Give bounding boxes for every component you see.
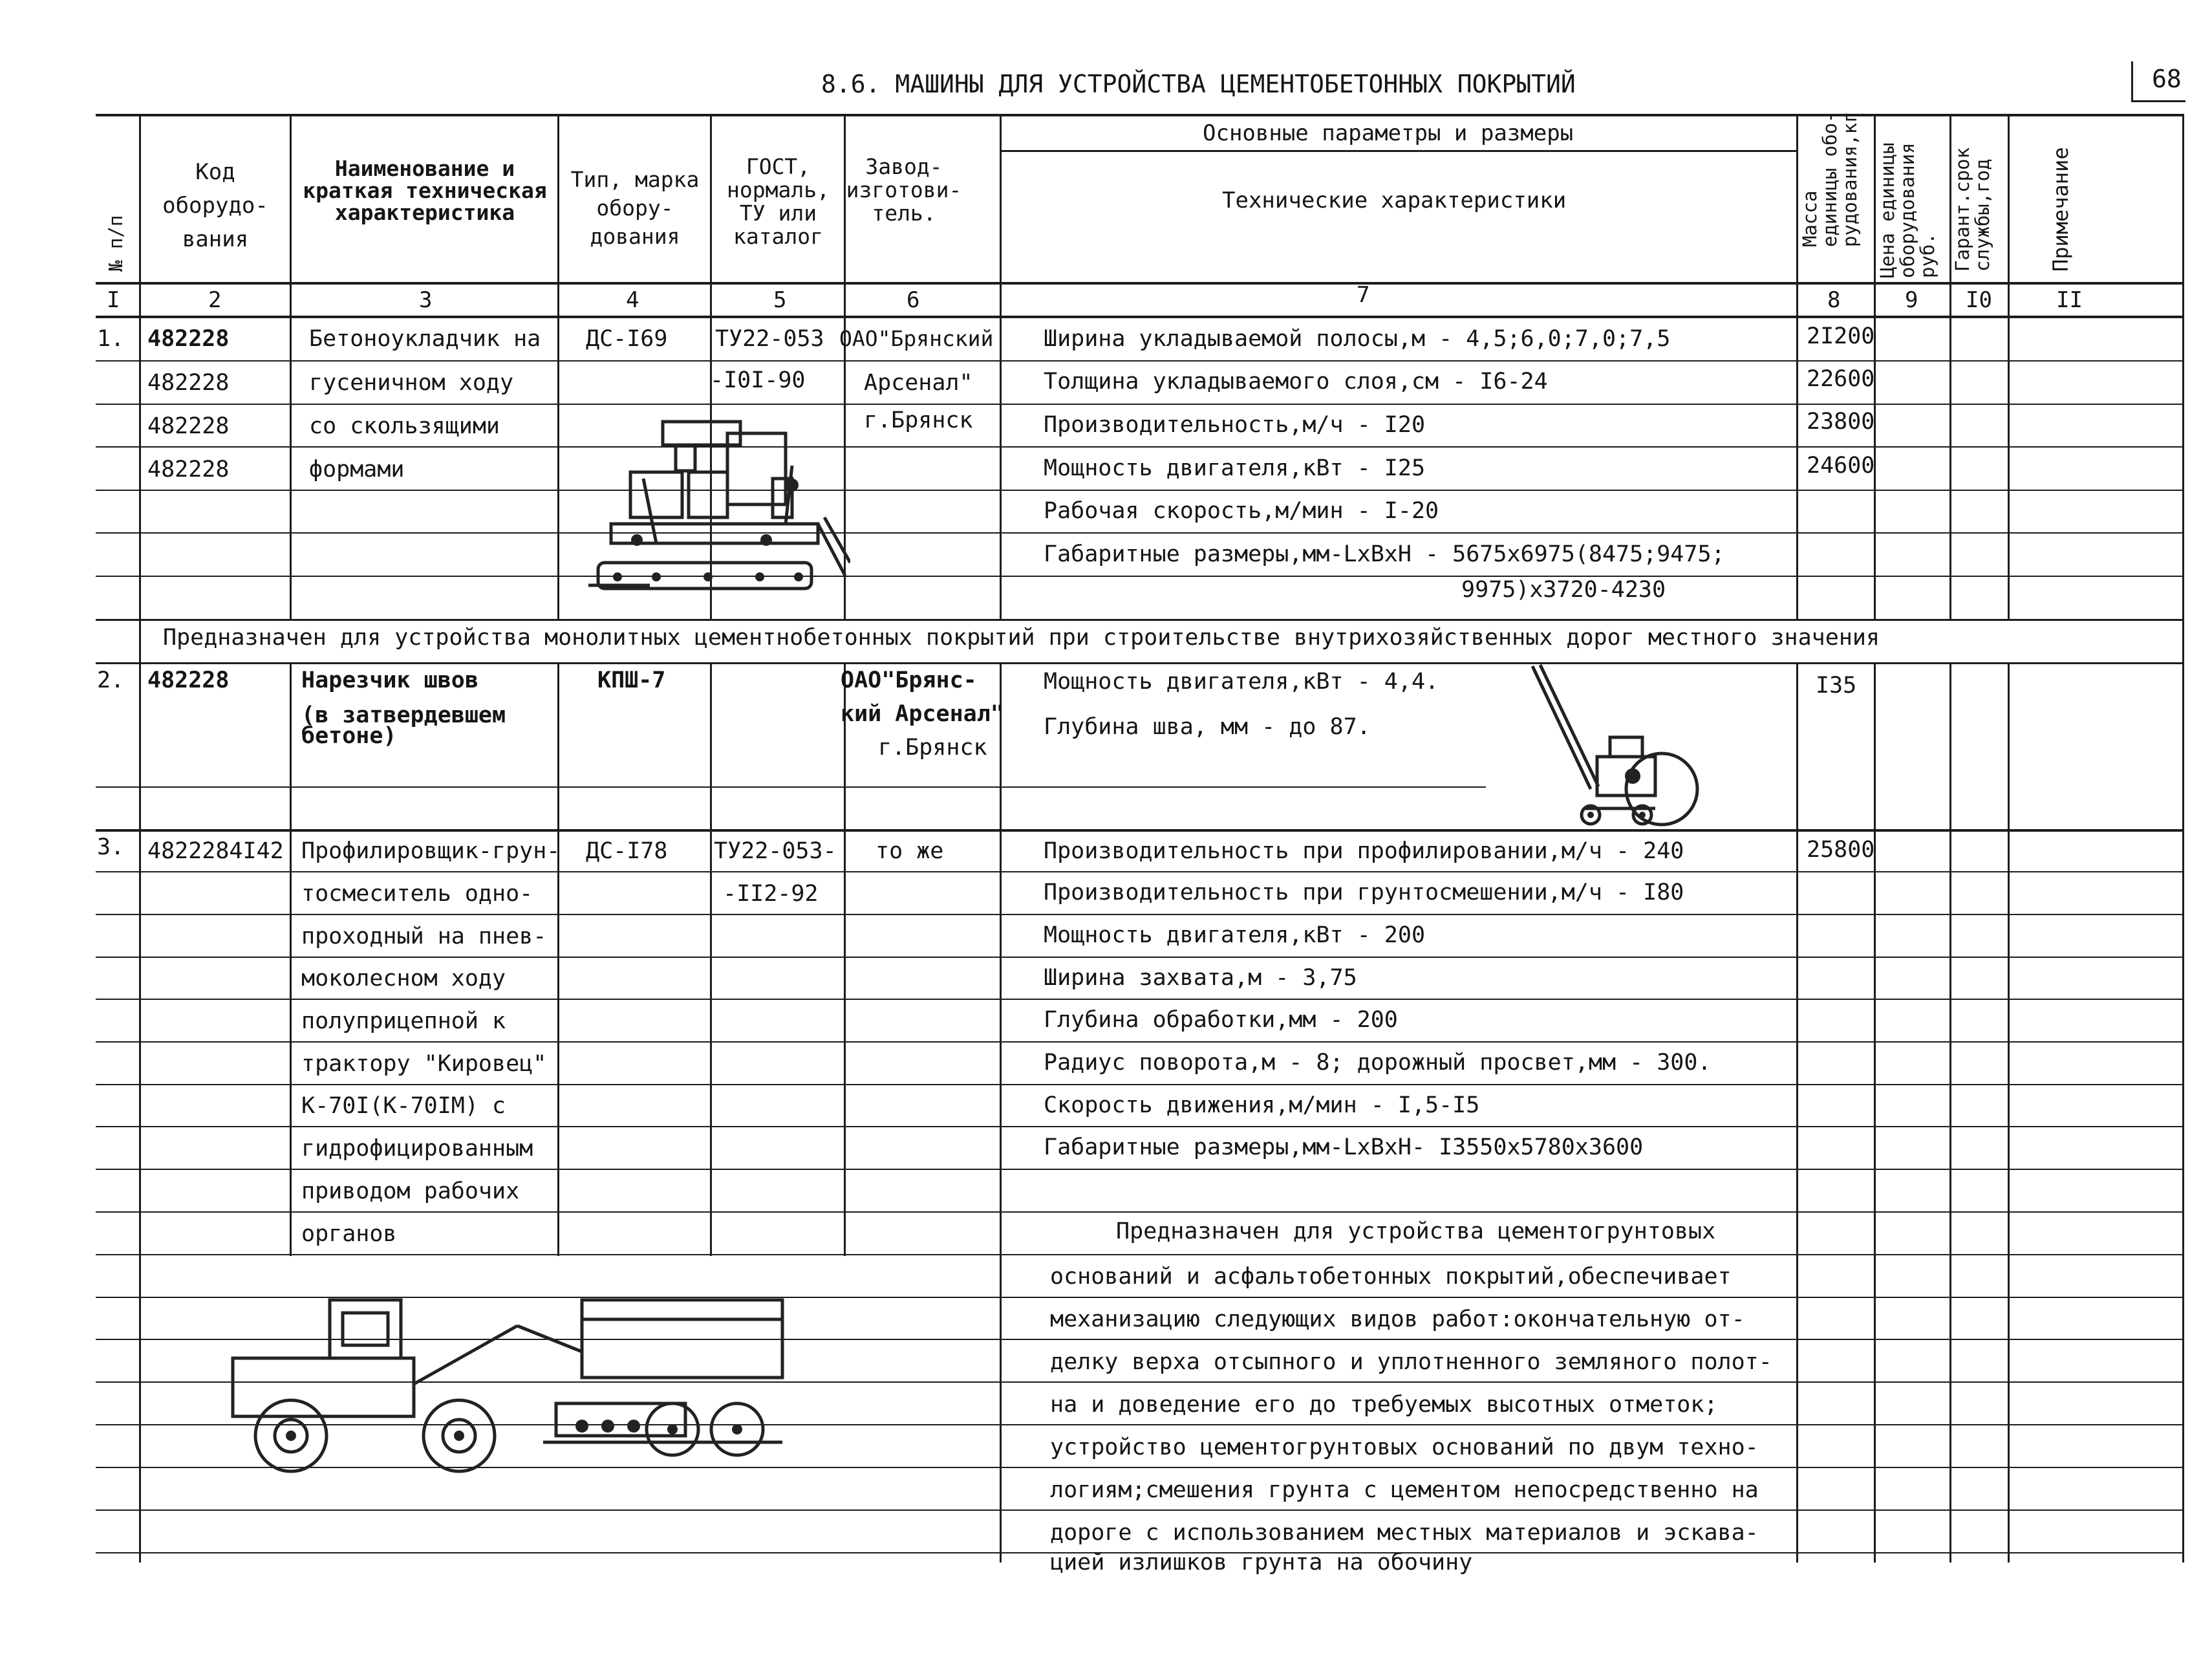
item1-type: ДС-I69 — [586, 326, 668, 352]
item3-name-line: моколесном ходу — [301, 966, 506, 991]
item3-spec: Радиус поворота,м - 8; дорожный просвет,мм - 300. — [1044, 1050, 1712, 1076]
item1-spec: Мощность двигателя,кВт - I25 — [1044, 455, 1426, 481]
item1-spec: 9975)х3720-4230 — [1461, 577, 1666, 603]
item3-purpose-line: оснований и асфальтобетонных покрытий,обеспечивает — [1050, 1264, 1732, 1290]
item1-code: 482228 — [147, 370, 230, 396]
item3-spec: Производительность при профилировании,м/ч - 240 — [1044, 838, 1684, 864]
header-type: Тип, марка обору- дования — [570, 167, 700, 249]
joint-cutter-illustration — [1526, 660, 1720, 828]
header-price: Цена единицы оборудования руб. — [1876, 142, 1938, 278]
item2-maker-line: ОАО"Брянс- — [841, 667, 977, 693]
col-number-3: 3 — [419, 287, 433, 313]
item1-mass: 24600 — [1807, 453, 1875, 479]
item3-num: 3. — [97, 834, 125, 860]
item1-spec: Ширина укладываемой полосы,м - 4,5;6,0;7,0;7,5 — [1044, 326, 1671, 352]
header-mass: Масса единицы обо- рудования,кг — [1799, 111, 1861, 247]
header-note: Примечание — [2048, 147, 2073, 272]
item3-name-line: К-70I(К-70IМ) с — [301, 1093, 506, 1119]
page-number: 68 — [2152, 65, 2182, 93]
item1-spec: Толщина укладываемого слоя,см - I6-24 — [1044, 369, 1548, 395]
item3-spec: Мощность двигателя,кВт - 200 — [1044, 922, 1426, 948]
item3-name-line: приводом рабочих — [301, 1178, 520, 1204]
item1-code: 482228 — [147, 413, 230, 439]
header-maker: Завод- изготови- тель. — [846, 154, 962, 226]
header-warranty: Гарант.срок службы,год — [1951, 147, 1993, 272]
header-num: № п/п — [105, 215, 127, 272]
slipform-paver-illustration — [579, 407, 850, 601]
item3-spec: Глубина обработки,мм - 200 — [1044, 1007, 1398, 1033]
item3-purpose-line: устройство цементогрунтовых оснований по двум техно- — [1050, 1434, 1759, 1460]
item1-mass: 2I200 — [1807, 323, 1875, 349]
item2-spec: Глубина шва, мм - до 87. — [1044, 714, 1371, 740]
item1-code: 482228 — [147, 326, 230, 352]
item3-gost-line: ТУ22-053- — [714, 838, 837, 864]
item1-name-line: формами — [309, 457, 405, 482]
header-code: Код оборудо- вания — [162, 159, 268, 252]
col-number-8: 8 — [1827, 287, 1841, 313]
item3-purpose-line: цией излишков грунта на обочину — [1050, 1550, 1473, 1575]
item1-spec: Рабочая скорость,м/мин - I-20 — [1044, 498, 1439, 524]
col-number-11: II — [2056, 287, 2083, 313]
item1-purpose-note: Предназначен для устройства монолитных цементнобетонных покрытий при строительстве внутрихозяйственных дорог местного значения — [163, 625, 1880, 651]
item3-purpose-line: Предназначен для устройства цементогрунтовых — [1116, 1218, 1716, 1244]
col-number-1: I — [107, 287, 120, 313]
col-number-4: 4 — [626, 287, 639, 313]
item2-maker-line: кий Арсенал" — [841, 701, 1004, 727]
item1-name-line: Бетоноукладчик на — [309, 326, 541, 352]
item1-gost-line: -I0I-90 — [710, 367, 806, 393]
item3-mass: 25800 — [1807, 837, 1875, 863]
item3-name-line: полуприцепной к — [301, 1008, 506, 1034]
item1-name-line: гусеничном ходу — [309, 370, 514, 396]
item3-type: ДС-I78 — [586, 838, 668, 864]
item2-mass: I35 — [1816, 673, 1857, 698]
item1-spec: Габаритные размеры,мм-LxBxH - 5675х6975(8475;9475; — [1044, 541, 1725, 567]
col-number-5: 5 — [773, 287, 787, 313]
item3-name-line: гидрофицированным — [301, 1136, 533, 1162]
page-number-border-left — [2131, 61, 2133, 102]
item2-name-line: бетоне) — [301, 723, 397, 749]
item3-purpose-line: механизацию следующих видов работ:окончательную от- — [1050, 1306, 1745, 1332]
item3-spec: Ширина захвата,м - 3,75 — [1044, 965, 1357, 991]
item1-maker-line: ОАО"Брянский — [839, 326, 994, 351]
item3-spec: Скорость движения,м/мин - I,5-I5 — [1044, 1092, 1480, 1118]
page-title: 8.6. МАШИНЫ ДЛЯ УСТРОЙСТВА ЦЕМЕНТОБЕТОННЫХ ПОКРЫТИЙ — [821, 70, 1576, 98]
col-number-2: 2 — [208, 287, 222, 313]
item2-type: КПШ-7 — [597, 667, 666, 693]
item2-name-line: (в затвердевшем — [301, 702, 506, 728]
item2-code: 482228 — [147, 667, 230, 693]
header-gost: ГОСТ, нормаль, ТУ или каталог — [727, 154, 830, 249]
item1-maker-line: Арсенал" — [864, 370, 973, 396]
item3-purpose-line: логиям;смешения грунта с цементом непосредственно на — [1050, 1477, 1759, 1503]
col-number-7: 7 — [1357, 282, 1370, 308]
header-group-params: Основные параметры и размеры — [1203, 120, 1574, 146]
item2-spec: Мощность двигателя,кВт - 4,4. — [1044, 669, 1439, 695]
item3-gost-line: -II2-92 — [723, 881, 819, 907]
item1-maker-line: г.Брянск — [864, 407, 973, 433]
item3-spec: Производительность при грунтосмешении,м/ч - I80 — [1044, 880, 1684, 905]
item2-name-line: Нарезчик швов — [301, 667, 478, 693]
item3-name-line: проходный на пнев- — [301, 924, 547, 949]
col-number-6: 6 — [907, 287, 920, 313]
item3-purpose-line: на и доведение его до требуемых высотных отметок; — [1050, 1392, 1718, 1418]
item1-mass: 22600 — [1807, 366, 1875, 392]
item1-code: 482228 — [147, 457, 230, 482]
item3-spec: Габаритные размеры,мм-LxBxH- I3550х5780х3600 — [1044, 1134, 1644, 1160]
col-number-9: 9 — [1905, 287, 1918, 313]
item3-name-line: Профилировщик-грун- — [301, 838, 561, 864]
item1-name-line: со скользящими — [309, 413, 500, 439]
item3-code: 4822284I42 — [147, 838, 284, 864]
item1-mass: 23800 — [1807, 409, 1875, 435]
col-number-10: I0 — [1966, 287, 1992, 313]
item2-maker-line: г.Брянск — [878, 735, 987, 761]
item3-maker: то же — [875, 838, 944, 864]
item3-name-line: органов — [301, 1221, 397, 1247]
item3-purpose-line: дороге с использованием местных материалов и эскава- — [1050, 1520, 1759, 1546]
page-number-border-bottom — [2131, 100, 2185, 102]
header-name: Наименование и краткая техническая характеристика — [303, 156, 547, 225]
item3-name-line: трактору "Кировец" — [301, 1051, 547, 1077]
item1-num: 1. — [97, 326, 125, 352]
item3-purpose-line: делку верха отсыпного и уплотненного земляного полот- — [1050, 1349, 1772, 1375]
item1-spec: Производительность,м/ч - I20 — [1044, 412, 1426, 438]
item2-num: 2. — [97, 667, 125, 693]
item3-name-line: тосмеситель одно- — [301, 881, 533, 907]
item1-gost-line: ТУ22-053 — [715, 326, 824, 352]
header-tech-specs: Технические характеристики — [1222, 188, 1567, 213]
tractor-profiler-illustration — [220, 1287, 802, 1481]
